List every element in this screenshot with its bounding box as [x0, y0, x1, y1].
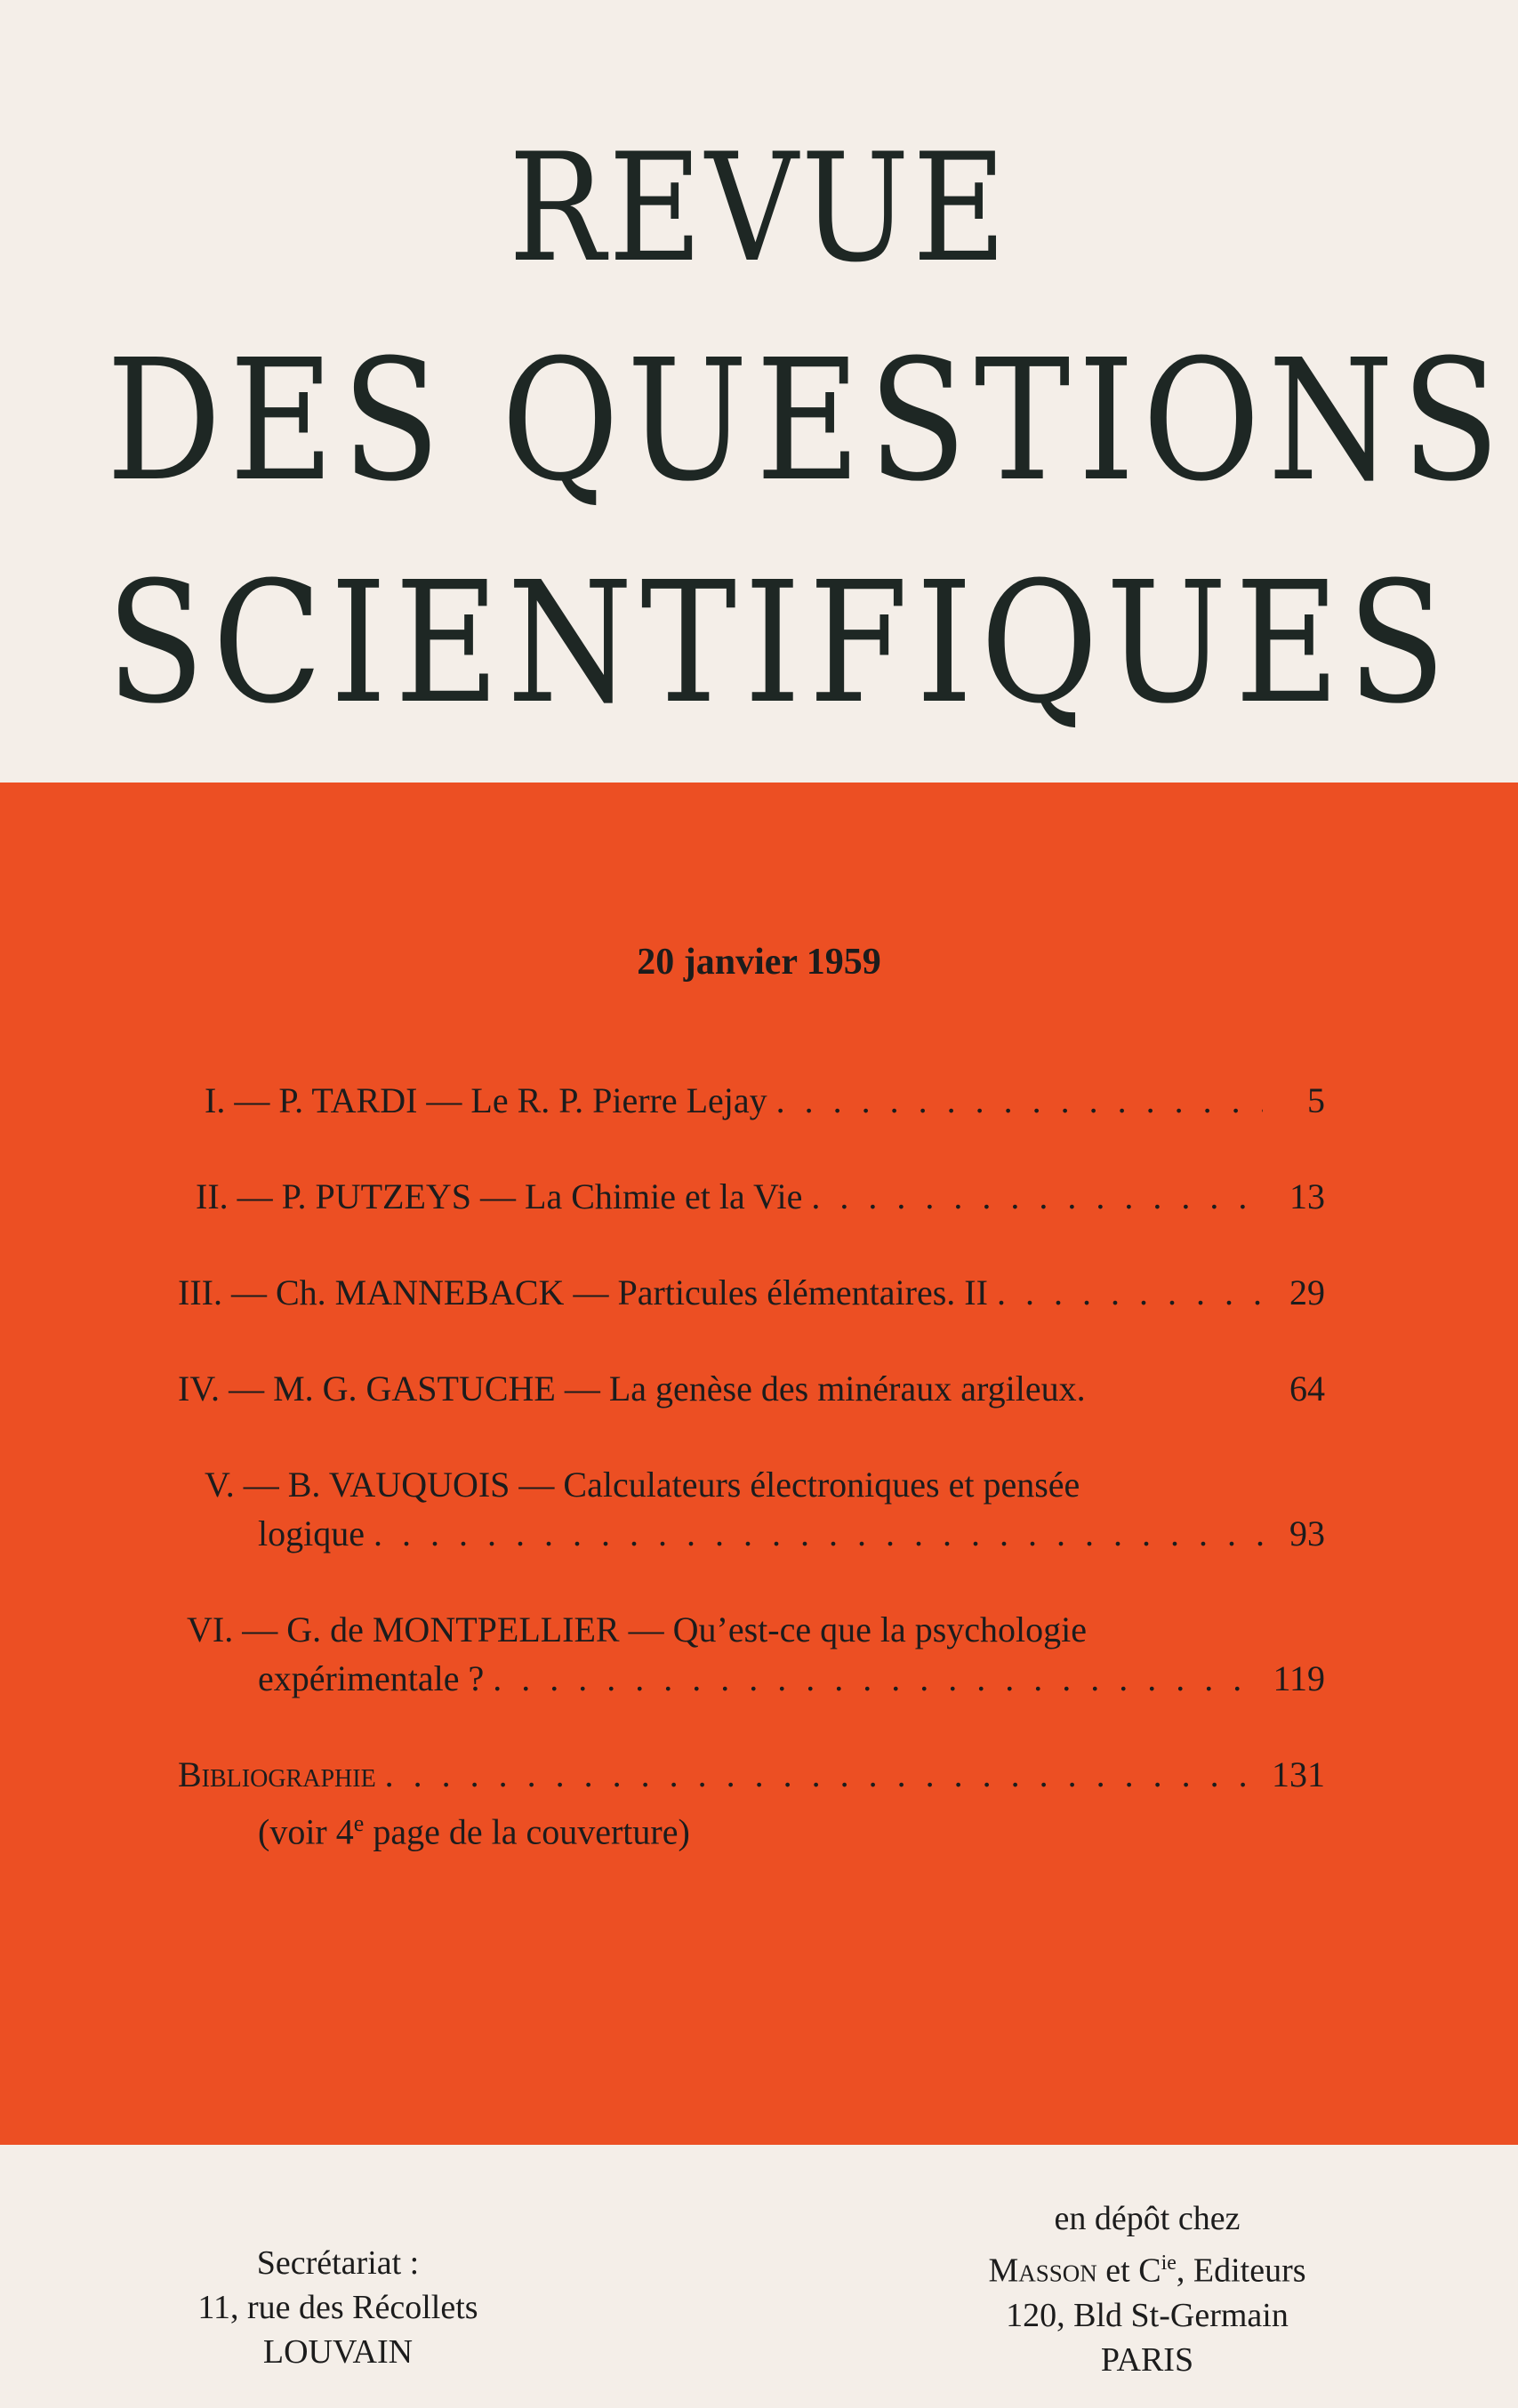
- entry-author: P. PUTZEYS: [281, 1176, 472, 1216]
- entry-title: Le R. P. Pierre Lejay: [470, 1080, 767, 1120]
- entry-title: Qu’est-ce que la psychologie: [672, 1609, 1088, 1649]
- secretariat-address: [151, 2241, 525, 2374]
- entry-page: 64: [1289, 1369, 1325, 1409]
- entry-title: La genèse des minéraux argileux.: [608, 1369, 1086, 1409]
- bibliography-note: (voir 4e page de la couverture): [258, 1810, 690, 1852]
- leader-dots: [385, 1750, 1263, 1799]
- secretariat-street: 11, rue des Récollets: [197, 2289, 478, 2326]
- title-line-2: DES QUESTIONS: [106, 324, 1508, 518]
- entry-number: II.: [196, 1176, 229, 1216]
- entry-page: 13: [1289, 1176, 1325, 1216]
- publisher-city: PARIS: [1100, 2340, 1194, 2379]
- table-of-contents: [178, 1076, 1325, 1856]
- toc-entry-5: V. — B. VAUQUOIS — Calculateurs électroniques et pensée logique . . . 93: [178, 1460, 1325, 1558]
- entry-number: III.: [178, 1272, 222, 1312]
- journal-title: [0, 121, 1518, 783]
- leader-dots: [493, 1654, 1263, 1703]
- bibliography-page: 131: [1272, 1754, 1325, 1794]
- toc-entry-2: II. — P. PUTZEYS — La Chimie et la Vie . . . 13: [178, 1172, 1325, 1221]
- leader-dots: [811, 1172, 1263, 1221]
- contents-band: [0, 783, 1518, 2145]
- leader-dots: [997, 1268, 1263, 1317]
- entry-author: M. G. GASTUCHE: [273, 1369, 556, 1409]
- issue-date: 20 janvier 1959: [637, 942, 881, 983]
- entry-title: La Chimie et la Vie: [525, 1176, 803, 1216]
- entry-number: I.: [205, 1080, 226, 1120]
- entry-author: P. TARDI: [278, 1080, 418, 1120]
- toc-entry-3: III. — Ch. MANNEBACK — Particules élémentaires. II . . . 29: [178, 1268, 1325, 1317]
- entry-number: V.: [205, 1465, 235, 1505]
- depot-label: en dépôt chez: [1054, 2200, 1241, 2237]
- title-line-1: REVUE: [508, 121, 1010, 295]
- entry-number: VI.: [187, 1609, 234, 1649]
- entry-author: Ch. MANNEBACK: [275, 1272, 565, 1312]
- title-line-3: SCIENTIFIQUES: [106, 546, 1454, 741]
- secretariat-label: Secrétariat :: [256, 2244, 420, 2282]
- entry-title: Particules élémentaires. II: [617, 1272, 988, 1312]
- toc-entry-6: VI. — G. de MONTPELLIER — Qu’est-ce que la psychologie expérimentale ? . . . 119: [178, 1605, 1325, 1703]
- entry-page: 29: [1289, 1272, 1325, 1312]
- entry-author: B. VAUQUOIS: [287, 1465, 510, 1505]
- entry-title-continued: logique: [258, 1513, 365, 1553]
- bibliography-label: Bibliographie: [178, 1754, 376, 1794]
- entry-page: 93: [1289, 1513, 1325, 1553]
- entry-title-continued: expérimentale ?: [258, 1658, 485, 1698]
- toc-entry-1: I. — P. TARDI — Le R. P. Pierre Lejay . . . 5: [178, 1076, 1325, 1125]
- entry-author: G. de MONTPELLIER: [286, 1609, 620, 1649]
- leader-dots: [776, 1076, 1263, 1125]
- leader-dots: [373, 1509, 1263, 1558]
- publisher-street: 120, Bld St-Germain: [1006, 2296, 1289, 2334]
- secretariat-city: LOUVAIN: [262, 2333, 414, 2371]
- toc-entry-4: IV. — M. G. GASTUCHE — La genèse des minéraux argileux. 64: [178, 1364, 1325, 1413]
- bibliography-entry: [178, 1750, 1325, 1856]
- publisher-name: Masson et $C^{ie}$, Editeurs: [988, 2251, 1306, 2290]
- entry-page: 119: [1273, 1658, 1325, 1698]
- entry-title: Calculateurs électroniques et pensée: [563, 1465, 1080, 1505]
- entry-number: IV.: [178, 1369, 221, 1409]
- publisher-address: [943, 2196, 1352, 2382]
- entry-page: 5: [1307, 1080, 1325, 1120]
